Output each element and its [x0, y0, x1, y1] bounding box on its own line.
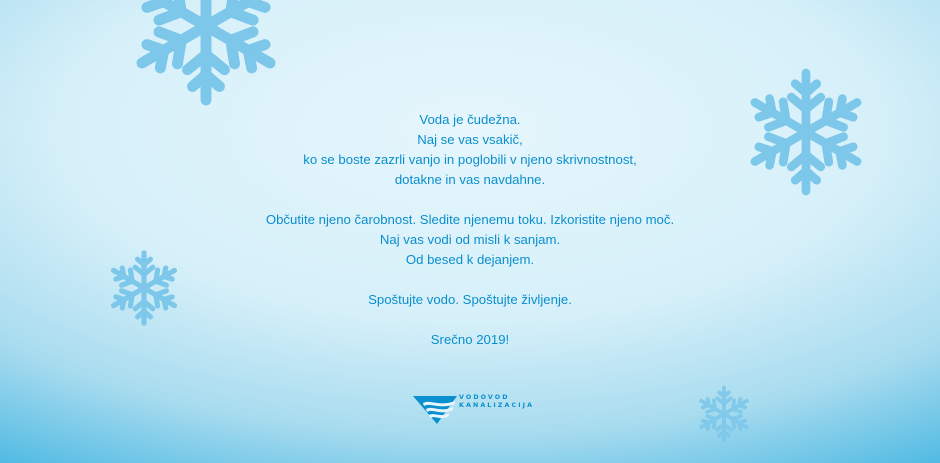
greeting-line: Od besed k dejanjem.	[405, 252, 535, 267]
new-year-wish: Srečno 2019!	[430, 332, 510, 347]
snowflake-icon	[694, 384, 754, 444]
greeting-line: Voda je čudežna.	[419, 112, 521, 127]
greeting-line: Spoštujte vodo. Spoštujte življenje.	[368, 292, 572, 307]
logo-wave-icon	[413, 394, 457, 424]
logo-line-kanalizacija: KANALIZACIJA	[459, 402, 535, 409]
greeting-line: Naj se vas vsakič,	[417, 132, 523, 147]
logo-line-vodovod: VODOVOD	[459, 394, 510, 401]
greeting-line: ko se boste zazrli vanjo in poglobili v njeno skrivnostnost,	[303, 152, 637, 167]
vodovod-kanalizacija-logo	[413, 392, 543, 426]
paragraph-gap	[170, 270, 770, 290]
greeting-line: dotakne in vas navdahne.	[394, 172, 546, 187]
logo-wordmark	[459, 394, 534, 410]
greeting-line: Občutite njeno čarobnost. Sledite njenemu toku. Izkoristite njeno moč.	[265, 212, 675, 227]
snowflake-icon	[122, 0, 290, 110]
paragraph-gap	[170, 190, 770, 210]
greeting-message	[170, 110, 770, 350]
paragraph-gap	[170, 310, 770, 330]
greeting-line: Naj vas vodi od misli k sanjam.	[379, 232, 561, 247]
